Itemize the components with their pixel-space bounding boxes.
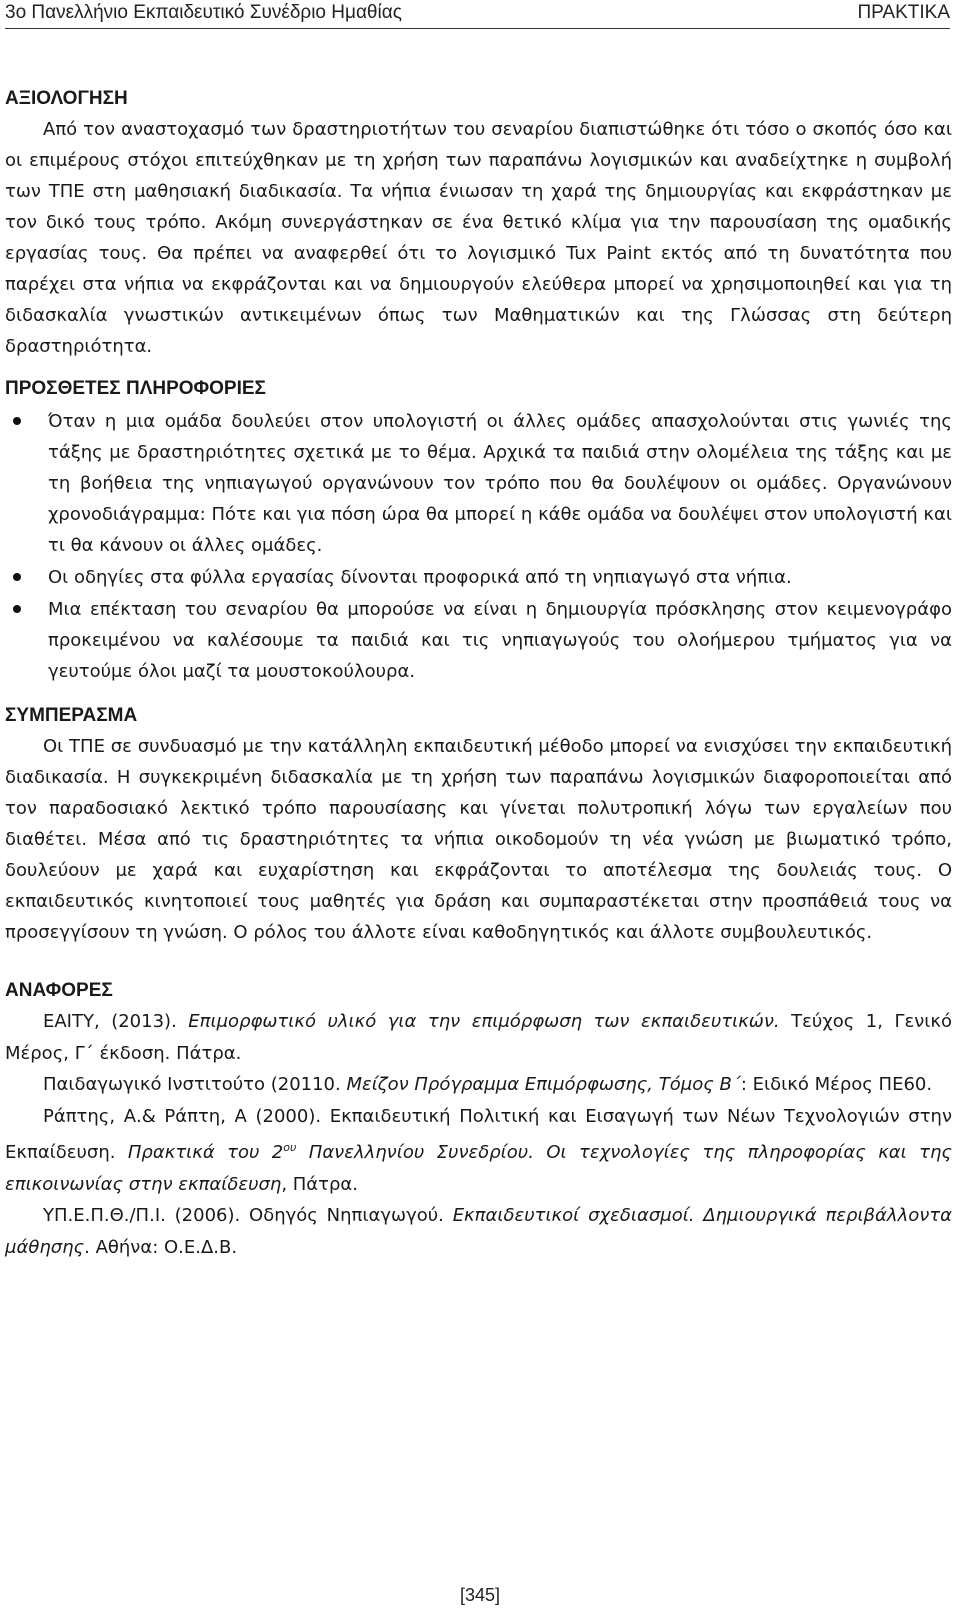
additional-info-list — [5, 406, 952, 687]
list-item — [5, 406, 952, 561]
reference-title: Πανελληνίου Συνεδρίου. Οι τεχνολογίες της πληροφορίας και της επικοινωνίας στην εκπαίδευση — [5, 1142, 952, 1195]
list-item-text: Όταν η μια ομάδα δουλεύει στον υπολογιστή οι άλλες ομάδες απασχολούνται στις γωνιές της τάξης με δραστηριότητες σχετικά με το θέμα. Αρχικά τα παιδιά στην ολομέλεια της τάξης και με τη βοήθεια της νηπιαγωγού οργανώνουν τον τρόπο που θα δουλέψουν οι ομάδες. Οργανώνουν χρονοδιάγραμμα: Πότε και για πόση ώρα θα μπορεί η κάθε ομάδα να δουλέψει στον υπολογιστή και τι θα κάνουν οι άλλες ομάδες. — [48, 411, 952, 556]
bullet-icon — [13, 417, 21, 425]
reference-3 — [5, 1101, 952, 1201]
bullet-icon — [13, 605, 21, 613]
list-item-text: Οι οδηγίες στα φύλλα εργασίας δίνονται προφορικά από τη νηπιαγωγό στα νήπια. — [48, 567, 792, 588]
reference-text: Τεύχος 1, Γενικό Μέρος, Γ΄ έκδοση. Πάτρα. — [5, 1011, 953, 1064]
reference-text: . Αθήνα: Ο.Ε.Δ.Β. — [84, 1236, 238, 1258]
reference-text: : Ειδικό Μέρος ΠΕ60. — [740, 1074, 933, 1095]
page-number: [345] — [459, 1585, 501, 1605]
reference-superscript: ου — [283, 1141, 297, 1154]
reference-text: , Πάτρα. — [281, 1173, 359, 1195]
reference-text: ΥΠ.Ε.Π.Θ./Π.Ι. (2006). Οδηγός Νηπιαγωγού. — [43, 1205, 453, 1226]
evaluation-paragraph: Από τον αναστοχασμό των δραστηριοτήτων του σεναρίου διαπιστώθηκε ότι τόσο ο σκοπός όσο και οι επιμέρους στόχοι επιτεύχθηκαν με τη χρήση των παραπάνω λογισμικών και αναδείχτηκε η συμβολή των ΤΠΕ στη μαθησιακή διαδικασία. Τα νήπια ένιωσαν τη χαρά της δημιουργίας και εκφράστηκαν με τον δικό τους τρόπο. Ακόμη συνεργάστηκαν σε ένα θετικό κλίμα για την παρουσίαση της ομαδικής εργασίας τους. Θα πρέπει να αναφερθεί ότι το λογισμικό Tux Paint εκτός από τη δυνατότητα που παρέχει στα νήπια να εκφράζονται και να δημιουργούν ελεύθερα μπορεί να χρησιμοποιηθεί και για τη διδασκαλία γνωστικών αντικειμένων όπως των Μαθηματικών και της Γλώσσας στη δεύτερη δραστηριότητα. — [5, 119, 952, 357]
conclusion-paragraph: Οι ΤΠΕ σε συνδυασμό με την κατάλληλη εκπαιδευτική μέθοδο μπορεί να ενισχύσει την εκπαιδευτική διαδικασία. Η συγκεκριμένη διδασκαλία με τη χρήση των παραπάνω λογισμικών διαφοροποιείται από τον παραδοσιακό λεκτικό τρόπο παρουσίασης και γίνεται πολυτροπική λόγω των εργαλείων που διαθέτει. Μέσα από τις δραστηριότητες τα νήπια οικοδομούν τη νέα γνώση με βιωματικό τρόπο, δουλεύουν με χαρά και ευχαρίστηση και εκφράζονται το αποτέλεσμα της δουλειάς τους. Ο εκπαιδευτικός κινητοποιεί τους μαθητές για δράση και συμπαραστέκεται στην προσπάθειά τους να προσεγγίσουν τη γνώση. Ο ρόλος του άλλοτε είναι καθοδηγητικός και άλλοτε συμβουλευτικός. — [5, 736, 952, 943]
page-header — [5, 0, 950, 29]
bullet-icon — [13, 573, 21, 581]
reference-4 — [5, 1200, 952, 1263]
reference-title: Επιμορφωτικό υλικό για την επιμόρφωση των εκπαιδευτικών. — [188, 1011, 780, 1032]
page-content — [5, 84, 952, 1263]
reference-title: Εκπαιδευτικοί σχεδιασμοί. Δημιουργικά περιβάλλοντα μάθησης — [5, 1205, 952, 1258]
conclusion-heading: ΣΥΜΠΕΡΑΣΜΑ — [5, 705, 138, 726]
evaluation-heading: ΑΞΙΟΛΟΓΗΣΗ — [5, 88, 128, 109]
references-heading: ΑΝΑΦΟΡΕΣ — [5, 980, 113, 1001]
reference-title: Μείζον Πρόγραμμα Επιμόρφωσης, Τόμος Β΄ — [346, 1074, 741, 1095]
additional-info-heading: ΠΡΟΣΘΕΤΕΣ ΠΛΗΡΟΦΟΡΙΕΣ — [5, 378, 266, 399]
reference-text: ΕΑΙΤΥ, (2013). — [43, 1011, 189, 1032]
reference-1 — [5, 1006, 952, 1069]
reference-title: Πρακτικά του 2 — [127, 1142, 284, 1163]
reference-text: Παιδαγωγικό Ινστιτούτο (20110. — [43, 1074, 347, 1095]
list-item-text: Μια επέκταση του σεναρίου θα μπορούσε να είναι η δημιουργία πρόσκλησης στον κειμενογράφο προκειμένου να καλέσουμε τα παιδιά και τις νηπιαγωγούς του ολοήμερου τμήματος για να γευτούμε όλοι μαζί τα μουστοκούλουρα. — [48, 599, 952, 682]
reference-2 — [5, 1069, 952, 1101]
proceedings-label: ΠΡΑΚΤΙΚΑ — [857, 2, 950, 23]
list-item — [5, 562, 952, 593]
conference-title: 3ο Πανελλήνιο Εκπαιδευτικό Συνέδριο Ημαθίας — [5, 2, 402, 23]
reference-text: Ράπτης, Α.& Ράπτη, Α (2000). Εκπαιδευτική Πολιτική και Εισαγωγή των Νέων Τεχνολογιών στην Εκπαίδευση. — [5, 1105, 952, 1163]
list-item — [5, 594, 952, 687]
